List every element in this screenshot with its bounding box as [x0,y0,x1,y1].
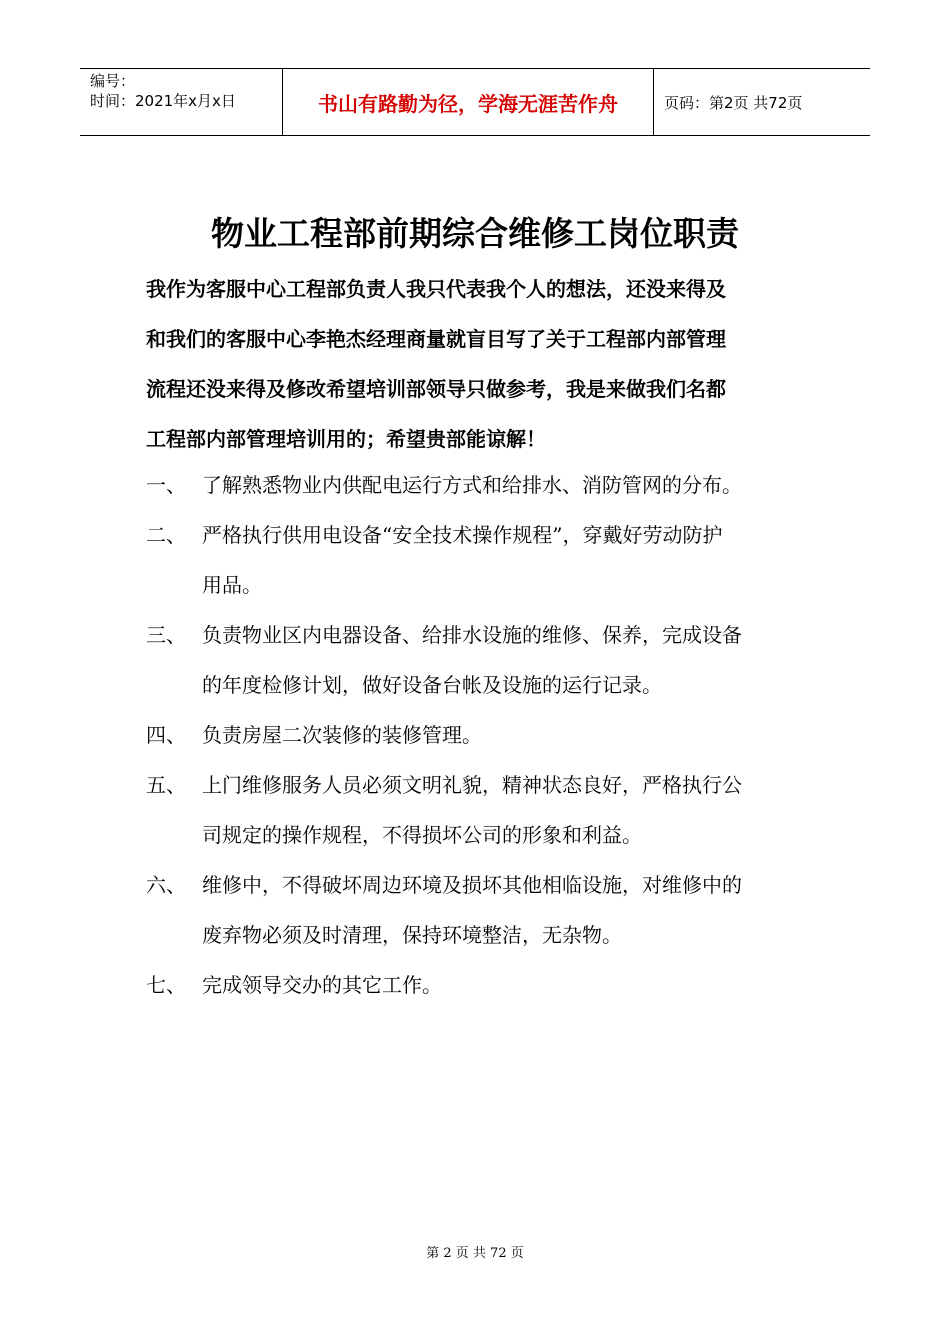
duty-text [202,710,482,760]
duty-item [146,710,826,760]
duty-number: 二、 [146,523,186,547]
duty-item [146,510,826,610]
duty-text [202,460,742,510]
intro-line: 我作为客服中心工程部负责人我只代表我个人的想法，还没来得及 [146,277,726,301]
header-motto-cell [282,69,654,135]
duty-number: 五、 [146,773,186,797]
duty-item [146,960,826,1010]
duty-number: 四、 [146,723,186,747]
duty-number: 六、 [146,873,186,897]
duty-item [146,760,826,860]
duty-item [146,460,826,510]
duty-line: 负责物业区内电器设备、给排水设施的维修、保养，完成设备 [202,623,742,647]
duty-line: 用品。 [202,573,262,597]
duty-text [202,510,722,610]
intro-line: 流程还没来得及修改希望培训部领导只做参考，我是来做我们名都 [146,377,726,401]
header-page-info: 页码：第2页 共72页 [664,93,803,112]
intro-paragraph [146,264,806,464]
duty-line: 上门维修服务人员必须文明礼貌，精神状态良好，严格执行公 [202,773,742,797]
duty-line: 的年度检修计划，做好设备台帐及设施的运行记录。 [202,673,662,697]
duty-line: 完成领导交办的其它工作。 [202,973,442,997]
page-header [80,68,870,136]
header-motto: 书山有路勤为径，学海无涯苦作舟 [318,91,618,116]
duties-list [146,460,826,1010]
page-footer: 第 2 页 共 72 页 [426,1246,524,1261]
duty-number: 七、 [146,973,186,997]
duty-text [202,960,442,1010]
duty-line: 了解熟悉物业内供配电运行方式和给排水、消防管网的分布。 [202,473,742,497]
duty-number: 一、 [146,473,186,497]
duty-line: 负责房屋二次装修的装修管理。 [202,723,482,747]
duty-item [146,610,826,710]
duty-text [202,760,742,860]
duty-text [202,610,742,710]
duty-line: 维修中，不得破坏周边环境及损坏其他相临设施，对维修中的 [202,873,742,897]
intro-line: 工程部内部管理培训用的；希望贵部能谅解！ [146,427,546,451]
duty-text [202,860,742,960]
header-meta [80,69,282,135]
document-title: 物业工程部前期综合维修工岗位职责 [211,214,739,253]
duty-line: 严格执行供用电设备“安全技术操作规程”，穿戴好劳动防护 [202,523,723,547]
header-time-label: 时间：2021年x月x日 [90,92,236,110]
intro-line: 和我们的客服中心李艳杰经理商量就盲目写了关于工程部内部管理 [146,327,726,351]
duty-line: 司规定的操作规程，不得损坏公司的形象和利益。 [202,823,642,847]
duty-item [146,860,826,960]
duty-number: 三、 [146,623,186,647]
header-number-label: 编号： [90,72,136,90]
duty-line: 废弃物必须及时清理，保持环境整洁，无杂物。 [202,923,622,947]
